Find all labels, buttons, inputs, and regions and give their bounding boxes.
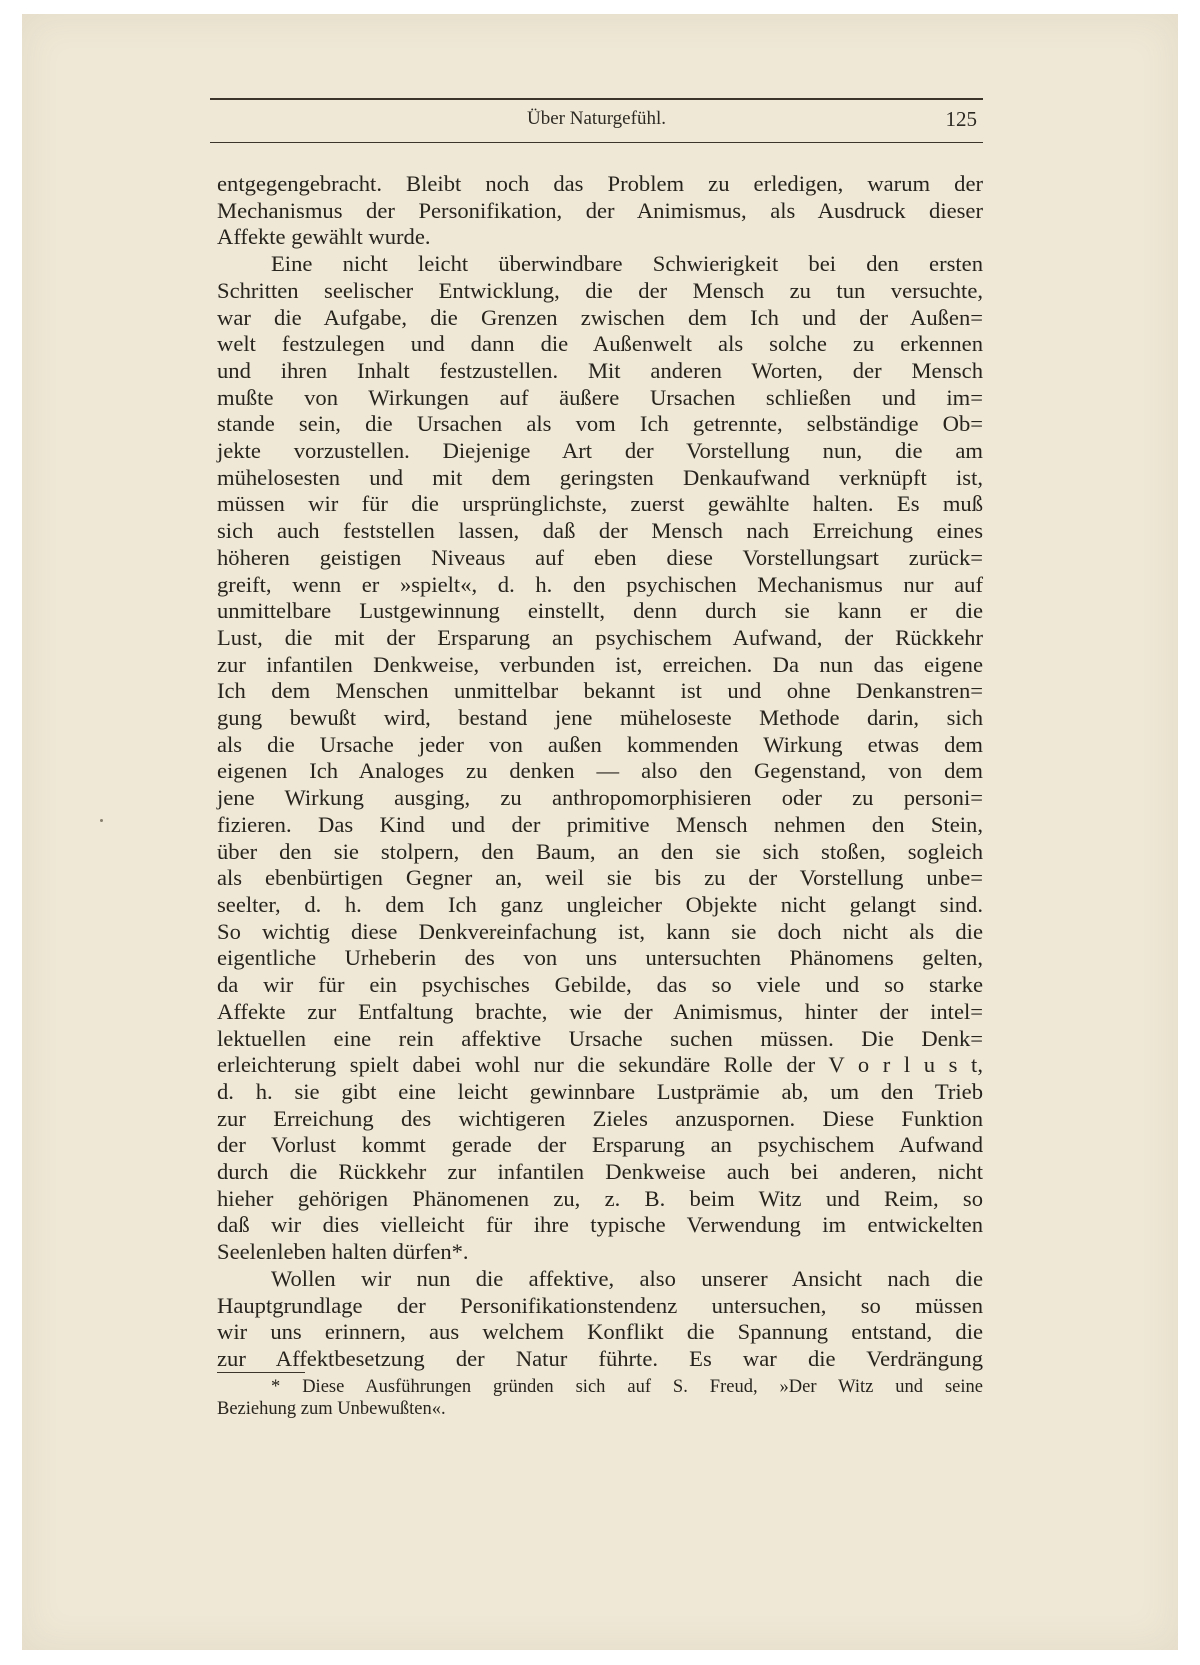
text-line: So wichtig diese Denkvereinfachung ist, kann sie doch nicht als die xyxy=(217,918,983,944)
text-line: zur infantilen Denkweise, verbunden ist, erreichen. Da nun das eigene xyxy=(217,651,983,677)
text-line: welt festzulegen und dann die Außenwelt als solche zu erkennen xyxy=(217,331,983,357)
text-line: Eine nicht leicht überwindbare Schwierigkeit bei den ersten xyxy=(271,251,983,277)
text-line: greift, wenn er »spielt«, d. h. den psychischen Mechanismus nur auf xyxy=(217,571,983,597)
text-line: sich auch feststellen lassen, daß der Mensch nach Erreichung eines xyxy=(217,518,983,544)
text-line: müssen wir für die ursprünglichste, zuerst gewählte halten. Es muß xyxy=(217,491,983,517)
text-line: jene Wirkung ausging, zu anthropomorphisieren oder zu personi= xyxy=(217,785,983,811)
page-number: 125 xyxy=(945,107,977,131)
text-line: erleichterung spielt dabei wohl nur die sekundäre Rolle der V o r l u s t, xyxy=(217,1052,983,1078)
paper-speck xyxy=(100,819,103,822)
text-line: hieher gehörigen Phänomenen zu, z. B. beim Witz und Reim, so xyxy=(217,1185,983,1211)
text-line: wir uns erinnern, aus welchem Konflikt die Spannung entstand, die xyxy=(217,1319,983,1345)
text-line: gung bewußt wird, bestand jene müheloseste Methode darin, sich xyxy=(217,705,983,731)
footnote-line: Beziehung zum Unbewußten«. xyxy=(217,1399,446,1419)
text-line: mußte von Wirkungen auf äußere Ursachen schließen und im= xyxy=(217,384,983,410)
text-line: Schritten seelischer Entwicklung, die der Mensch zu tun versuchte, xyxy=(217,277,983,303)
text-line: lektuellen eine rein affektive Ursache suchen müssen. Die Denk= xyxy=(217,1025,983,1051)
text-line: da wir für ein psychisches Gebilde, das so viele und so starke xyxy=(217,972,983,998)
running-title: Über Naturgefühl. xyxy=(527,108,666,129)
footnote xyxy=(217,1376,983,1420)
text-line: als ebenbürtigen Gegner an, weil sie bis zu der Vorstellung unbe= xyxy=(217,865,983,891)
text-line: entgegengebracht. Bleibt noch das Problem zu erledigen, warum der xyxy=(217,171,983,196)
text-line: durch die Rückkehr zur infantilen Denkweise auch bei anderen, nicht xyxy=(217,1159,983,1185)
text-line: seelter, d. h. dem Ich ganz ungleicher Objekte nicht gelangt sind. xyxy=(217,891,983,917)
text-line: war die Aufgabe, die Grenzen zwischen dem Ich und der Außen= xyxy=(217,304,983,330)
body-text xyxy=(217,171,983,1373)
text-line: Seelenleben halten dürfen*. xyxy=(217,1239,469,1265)
text-line: als die Ursache jeder von außen kommenden Wirkung etwas dem xyxy=(217,731,983,757)
text-line: eigentliche Urheberin des von uns untersuchten Phänomens gelten, xyxy=(217,945,983,971)
text-line: höheren geistigen Niveaus auf eben diese Vorstellungsart zurück= xyxy=(217,544,983,570)
text-line: Ich dem Menschen unmittelbar bekannt ist und ohne Denkanstren= xyxy=(217,678,983,704)
text-line: Hauptgrundlage der Personifikationstendenz untersuchen, so müssen xyxy=(217,1292,983,1318)
footnote-rule xyxy=(217,1372,305,1373)
text-line: über den sie stolpern, den Baum, an den sie sich stoßen, sogleich xyxy=(217,838,983,864)
running-header xyxy=(210,98,983,143)
text-line: d. h. sie gibt eine leicht gewinnbare Lustprämie ab, um den Trieb xyxy=(217,1078,983,1104)
text-line: eigenen Ich Analoges zu denken — also den Gegenstand, von dem xyxy=(217,758,983,784)
text-line: Mechanismus der Personifikation, der Animismus, als Ausdruck dieser xyxy=(217,197,983,223)
text-line: Affekte zur Entfaltung brachte, wie der Animismus, hinter der intel= xyxy=(217,998,983,1024)
text-line: der Vorlust kommt gerade der Ersparung an psychischem Aufwand xyxy=(217,1132,983,1158)
text-line: Affekte gewählt wurde. xyxy=(217,224,431,250)
text-line: Wollen wir nun die affektive, also unserer Ansicht nach die xyxy=(271,1265,983,1291)
footnote-line: * Diese Ausführungen gründen sich auf S. Freud, »Der Witz und seine xyxy=(271,1377,983,1397)
text-line: zur Affektbesetzung der Natur führte. Es war die Verdrängung xyxy=(217,1345,983,1371)
text-line: Lust, die mit der Ersparung an psychischem Aufwand, der Rückkehr xyxy=(217,624,983,650)
text-line: fizieren. Das Kind und der primitive Mensch nehmen den Stein, xyxy=(217,811,983,837)
text-line: und ihren Inhalt festzustellen. Mit anderen Worten, der Mensch xyxy=(217,357,983,383)
text-line: stande sein, die Ursachen als vom Ich getrennte, selbständige Ob= xyxy=(217,411,983,437)
text-line: mühelosesten und mit dem geringsten Denkaufwand verknüpft ist, xyxy=(217,464,983,490)
text-line: daß wir dies vielleicht für ihre typische Verwendung im entwickelten xyxy=(217,1212,983,1238)
text-line: zur Erreichung des wichtigeren Zieles anzuspornen. Diese Funktion xyxy=(217,1105,983,1131)
text-line: jekte vorzustellen. Diejenige Art der Vorstellung nun, die am xyxy=(217,438,983,464)
text-line: unmittelbare Lustgewinnung einstellt, denn durch sie kann er die xyxy=(217,598,983,624)
